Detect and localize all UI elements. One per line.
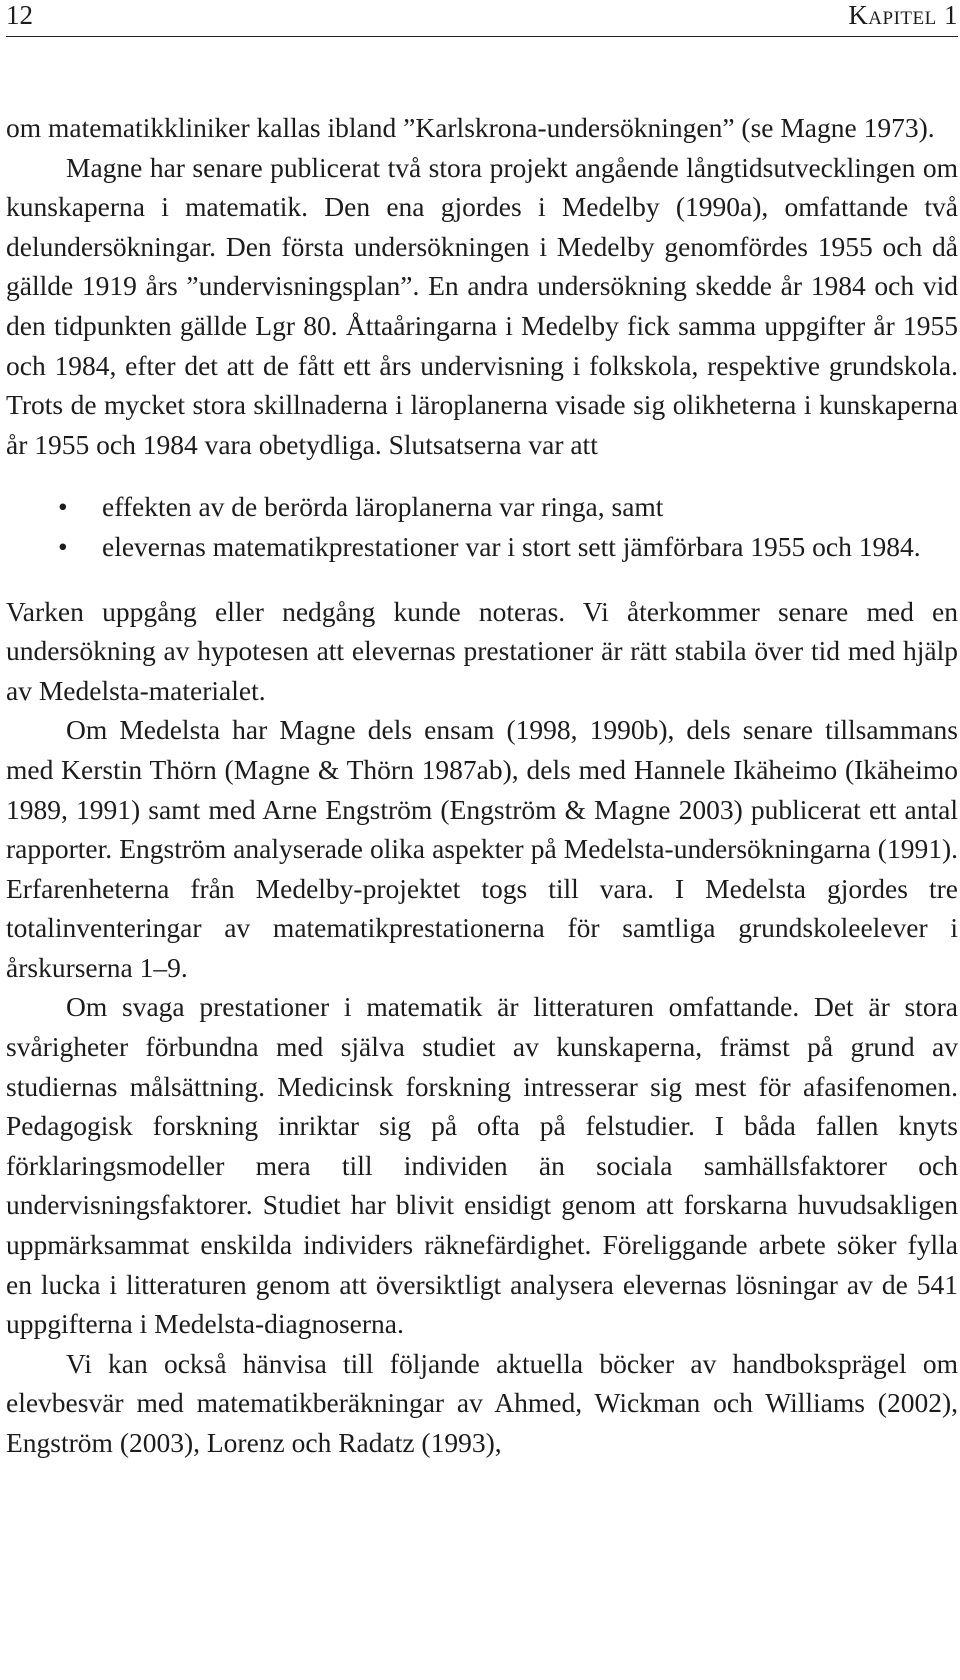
book-page [6,0,958,1680]
bullet-icon: • [58,491,68,523]
list-item-text: elevernas matematikprestationer var i stort sett jämförbara 1955 och 1984. [102,530,921,562]
list-item [6,487,958,527]
paragraph: Varken uppgång eller nedgång kunde noteras. Vi återkommer senare med en undersökning av hypotesen att elevernas prestationer är rätt stabila över tid med hjälp av Medelsta-materialet. [6,595,958,706]
running-header [6,0,958,37]
paragraph: Om Medelsta har Magne dels ensam (1998, 1990b), dels senare tillsammans med Kerstin Thörn (Magne & Thörn 1987ab), dels med Hannele Ikäheimo (Ikäheimo 1989, 1991) samt med Arne Engström (Engström & Magne 2003) publicerat ett antal rapporter. Engström analyserade olika aspekter på Medelsta-undersökningarna (1991). Erfarenheterna från Medelby-projektet togs till vara. I Medelsta gjordes tre totalinventeringar av matematikprestationerna för samtliga grundskoleelever i årskurserna 1–9. [6,714,958,983]
list-item-text: effekten av de berörda läroplanerna var ringa, samt [102,491,664,523]
bullet-icon: • [58,530,68,562]
paragraph: Om svaga prestationer i matematik är litteraturen omfattande. Det är stora svårigheter förbundna med själva studiet av kunskaperna, främst på grund av studiernas målsättning. Medicinsk forskning intresserar sig mest för afasifenomen. Pedagogisk forskning inriktar sig på ofta på felstudier. I båda fallen knyts förklaringsmodeller mera till individen än sociala samhällsfaktorer och undervisningsfaktorer. Studiet har blivit ensidigt genom att forskarna huvudsakligen uppmärksammat enskilda individers räknefärdighet. Föreliggande arbete söker fylla en lucka i litteraturen genom att översiktligt analysera elevernas lösningar av de 541 uppgifterna i Medelsta-diagnoserna. [6,991,958,1340]
paragraph: Magne har senare publicerat två stora projekt angående långtidsutvecklingen om kunskaperna i matematik. Den ena gjordes i Medelby (1990a), omfattande två delundersökningar. Den första undersökningen i Medelby genomfördes 1955 och då gällde 1919 års ”undervisningsplan”. En andra undersökning skedde år 1984 och vid den tidpunkten gällde Lgr 80. Åttaåringarna i Medelby fick samma uppgifter år 1955 och 1984, efter det att de fått ett års undervisning i folkskola, respektive grundskola. Trots de mycket stora skillnaderna i läroplanerna visade sig olikheterna i kunskaperna år 1955 och 1984 vara obetydliga. Slutsatserna var att [6,151,958,460]
body-text [6,108,958,1463]
chapter-label: Kapitel 1 [848,0,958,30]
paragraph: om matematikkliniker kallas ibland ”Karlskrona-undersökningen” (se Magne 1973). [6,112,935,143]
list-item [6,527,958,567]
page-number: 12 [6,0,33,30]
conclusion-list [6,487,958,566]
paragraph: Vi kan också hänvisa till följande aktuella böcker av handboksprägel om elevbesvär med matematikberäkningar av Ahmed, Wickman och Williams (2002), Engström (2003), Lorenz och Radatz (1993), [6,1347,958,1458]
